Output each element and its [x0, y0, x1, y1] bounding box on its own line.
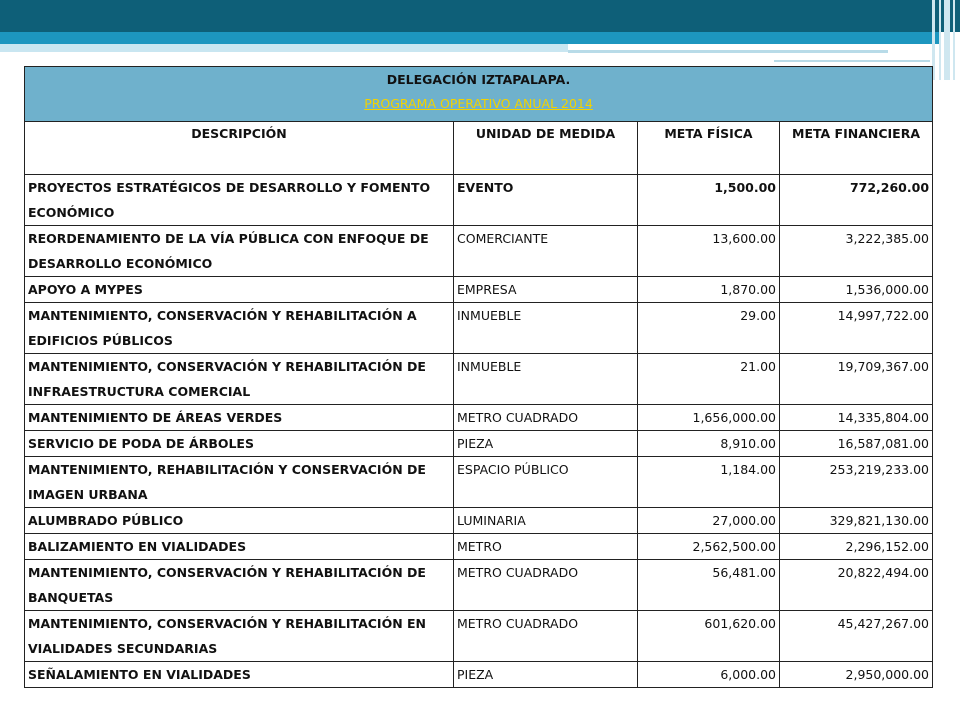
row-meta-financiera: 45,427,267.00 — [780, 611, 933, 662]
row-meta-fisica: 601,620.00 — [638, 611, 780, 662]
table-row — [25, 560, 933, 611]
poa-table-container — [24, 66, 932, 688]
header-band-dark — [0, 0, 960, 32]
header-band-light — [0, 32, 940, 44]
row-unit: METRO CUADRADO — [454, 405, 638, 431]
row-description: APOYO A MYPES — [25, 277, 454, 303]
row-meta-financiera: 2,296,152.00 — [780, 534, 933, 560]
row-description: ALUMBRADO PÚBLICO — [25, 508, 454, 534]
table-row — [25, 431, 933, 457]
row-unit: EVENTO — [454, 175, 638, 226]
row-meta-financiera: 20,822,494.00 — [780, 560, 933, 611]
table-row — [25, 534, 933, 560]
column-header-meta-financiera: META FINANCIERA — [780, 122, 933, 175]
row-meta-financiera: 19,709,367.00 — [780, 354, 933, 405]
header-rule-short — [774, 60, 930, 62]
table-title: DELEGACIÓN IZTAPALAPA. — [386, 72, 571, 87]
row-meta-financiera: 1,536,000.00 — [780, 277, 933, 303]
column-header-unidad: UNIDAD DE MEDIDA — [454, 122, 638, 175]
table-row — [25, 405, 933, 431]
row-meta-fisica: 1,656,000.00 — [638, 405, 780, 431]
table-row — [25, 303, 933, 354]
header-band-pale — [0, 44, 568, 52]
column-header-row — [25, 122, 933, 175]
row-meta-financiera: 16,587,081.00 — [780, 431, 933, 457]
row-description: MANTENIMIENTO, CONSERVACIÓN Y REHABILITACIÓN DE INFRAESTRUCTURA COMERCIAL — [25, 354, 454, 405]
table-row — [25, 457, 933, 508]
row-description: PROYECTOS ESTRATÉGICOS DE DESARROLLO Y FOMENTO ECONÓMICO — [25, 175, 454, 226]
row-unit: INMUEBLE — [454, 354, 638, 405]
row-meta-financiera: 2,950,000.00 — [780, 662, 933, 688]
row-description: BALIZAMIENTO EN VIALIDADES — [25, 534, 454, 560]
row-description: MANTENIMIENTO, CONSERVACIÓN Y REHABILITACIÓN EN VIALIDADES SECUNDARIAS — [25, 611, 454, 662]
row-unit: PIEZA — [454, 431, 638, 457]
table-row — [25, 354, 933, 405]
table-row — [25, 508, 933, 534]
header-rule — [568, 50, 888, 53]
program-link[interactable]: PROGRAMA OPERATIVO ANUAL 2014 — [364, 96, 593, 111]
row-description: REORDENAMIENTO DE LA VÍA PÚBLICA CON ENFOQUE DE DESARROLLO ECONÓMICO — [25, 226, 454, 277]
row-unit: INMUEBLE — [454, 303, 638, 354]
row-meta-fisica: 6,000.00 — [638, 662, 780, 688]
row-description: SERVICIO DE PODA DE ÁRBOLES — [25, 431, 454, 457]
row-unit: LUMINARIA — [454, 508, 638, 534]
row-meta-fisica: 2,562,500.00 — [638, 534, 780, 560]
table-row — [25, 662, 933, 688]
row-meta-financiera: 772,260.00 — [780, 175, 933, 226]
row-unit: PIEZA — [454, 662, 638, 688]
table-row — [25, 175, 933, 226]
row-unit: EMPRESA — [454, 277, 638, 303]
row-meta-financiera: 14,997,722.00 — [780, 303, 933, 354]
row-meta-fisica: 1,184.00 — [638, 457, 780, 508]
row-unit: COMERCIANTE — [454, 226, 638, 277]
row-meta-fisica: 13,600.00 — [638, 226, 780, 277]
row-meta-fisica: 1,500.00 — [638, 175, 780, 226]
row-meta-financiera: 253,219,233.00 — [780, 457, 933, 508]
row-description: MANTENIMIENTO, CONSERVACIÓN Y REHABILITACIÓN DE BANQUETAS — [25, 560, 454, 611]
row-meta-fisica: 56,481.00 — [638, 560, 780, 611]
row-meta-fisica: 1,870.00 — [638, 277, 780, 303]
table-row — [25, 611, 933, 662]
row-description: MANTENIMIENTO, CONSERVACIÓN Y REHABILITACIÓN A EDIFICIOS PÚBLICOS — [25, 303, 454, 354]
row-meta-financiera: 329,821,130.00 — [780, 508, 933, 534]
row-description: MANTENIMIENTO DE ÁREAS VERDES — [25, 405, 454, 431]
poa-table — [24, 66, 933, 688]
row-meta-fisica: 29.00 — [638, 303, 780, 354]
row-meta-financiera: 3,222,385.00 — [780, 226, 933, 277]
row-meta-fisica: 27,000.00 — [638, 508, 780, 534]
decorative-vertical-bars — [930, 0, 960, 80]
table-title-cell — [25, 67, 933, 122]
row-unit: ESPACIO PÚBLICO — [454, 457, 638, 508]
row-unit: METRO CUADRADO — [454, 611, 638, 662]
column-header-descripcion: DESCRIPCIÓN — [25, 122, 454, 175]
row-meta-fisica: 8,910.00 — [638, 431, 780, 457]
row-meta-fisica: 21.00 — [638, 354, 780, 405]
row-unit: METRO CUADRADO — [454, 560, 638, 611]
row-description: SEÑALAMIENTO EN VIALIDADES — [25, 662, 454, 688]
row-meta-financiera: 14,335,804.00 — [780, 405, 933, 431]
row-description: MANTENIMIENTO, REHABILITACIÓN Y CONSERVACIÓN DE IMAGEN URBANA — [25, 457, 454, 508]
table-row — [25, 226, 933, 277]
table-row — [25, 277, 933, 303]
row-unit: METRO — [454, 534, 638, 560]
column-header-meta-fisica: META FÍSICA — [638, 122, 780, 175]
